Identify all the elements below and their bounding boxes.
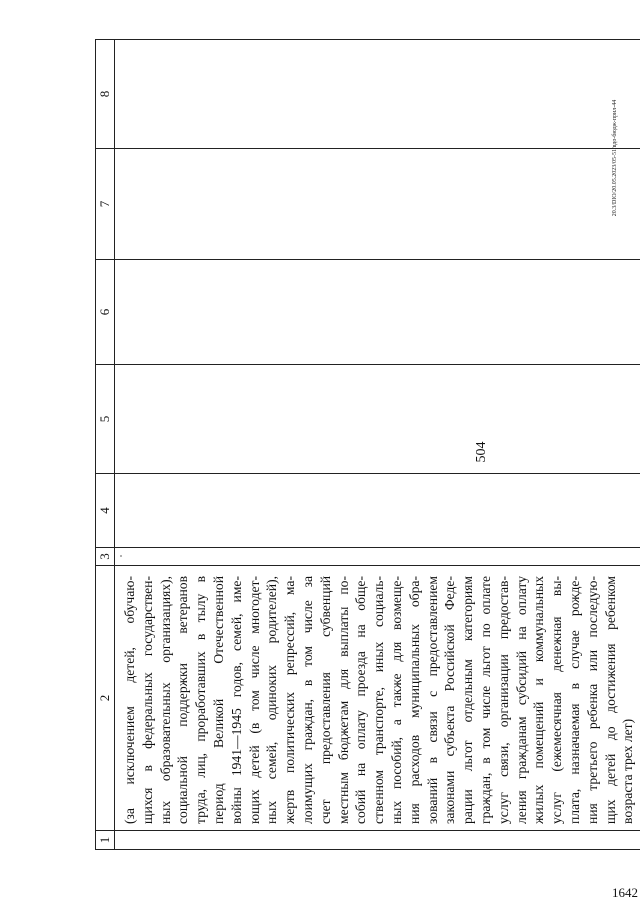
description-line: услуг (ежемесячная денежная вы- xyxy=(549,576,565,824)
description-line: плата, назначаемая в случае рожде- xyxy=(566,576,582,824)
header-cell-1: 1 xyxy=(96,831,115,850)
table-header-row xyxy=(96,40,115,850)
cell-col-4 xyxy=(115,474,640,548)
header-cell-8: 8 xyxy=(96,40,115,149)
description-line: ния расходов муниципальных обра- xyxy=(406,576,422,824)
description-line: щихся в федеральных государствен- xyxy=(139,576,155,824)
description-line: законами субъекта Российской Феде- xyxy=(442,576,458,824)
description-line: ных семей, одиноких родителей), xyxy=(264,576,280,824)
description-line: граждан, в том числе льгот по оплате xyxy=(477,576,493,824)
cell-description xyxy=(115,566,640,831)
header-cell-4: 4 xyxy=(96,474,115,548)
description-line: местным бюджетам для выплаты по- xyxy=(335,576,351,824)
description-line: возраста трех лет) xyxy=(620,718,636,824)
data-table xyxy=(95,39,640,850)
cell-col-5 xyxy=(115,365,640,474)
cell-col-6 xyxy=(115,260,640,365)
description-line: рации льгот отдельным категориям xyxy=(460,576,476,824)
description-line: зований в связи с предоставлением xyxy=(424,576,440,824)
sheet-number: 1642 xyxy=(612,885,638,900)
header-cell-6: 6 xyxy=(96,260,115,365)
description-line: жертв политических репрессий, ма- xyxy=(282,576,298,824)
description-line: жилых помещений и коммунальных xyxy=(531,576,547,824)
cell-col-7 xyxy=(115,149,640,260)
page-number: 504 xyxy=(474,441,489,463)
header-cell-3: 3 xyxy=(96,548,115,566)
header-cell-2: 2 xyxy=(96,566,115,831)
description-line: (за исключением детей, обучаю- xyxy=(122,576,137,824)
table-row xyxy=(115,40,640,850)
description-line: щих детей до достижения ребенком xyxy=(602,576,618,824)
description-line: социальной поддержки ветеранов xyxy=(175,576,191,824)
description-line: ющих детей (в том числе многодет- xyxy=(246,576,262,824)
document-code: 20.3/DIO/20.05.2023/05-51/вдо-бюдж-прил-44 xyxy=(612,99,618,217)
description-line: услуг связи, организации предостав- xyxy=(495,576,511,824)
header-cell-5: 5 xyxy=(96,365,115,474)
description-line: ния третьего ребенка или последую- xyxy=(584,576,600,824)
description-line: лоимущих граждан, в том числе за xyxy=(299,576,315,824)
description-line: труда, лиц, проработавших в тылу в xyxy=(193,576,209,824)
description-line: собий на оплату проезда на обще- xyxy=(353,576,369,824)
cell-col-3 xyxy=(115,548,640,566)
cell-col-1 xyxy=(115,831,640,850)
description-line: ственном транспорте, иных социаль- xyxy=(371,576,387,824)
cell-col-8 xyxy=(115,40,640,149)
description-line: ных пособий, а также для возмеще- xyxy=(388,576,404,824)
description-line: ления гражданам субсидий на оплату xyxy=(513,576,529,824)
description-line: ных образовательных организациях), xyxy=(157,576,173,824)
header-cell-7: 7 xyxy=(96,149,115,260)
description-line: войны 1941—1945 годов, семей, име- xyxy=(228,576,244,824)
description-line: период Великой Отечественной xyxy=(210,576,226,824)
description-line: счет предоставления субвенций xyxy=(317,576,333,824)
description-text xyxy=(115,566,637,830)
